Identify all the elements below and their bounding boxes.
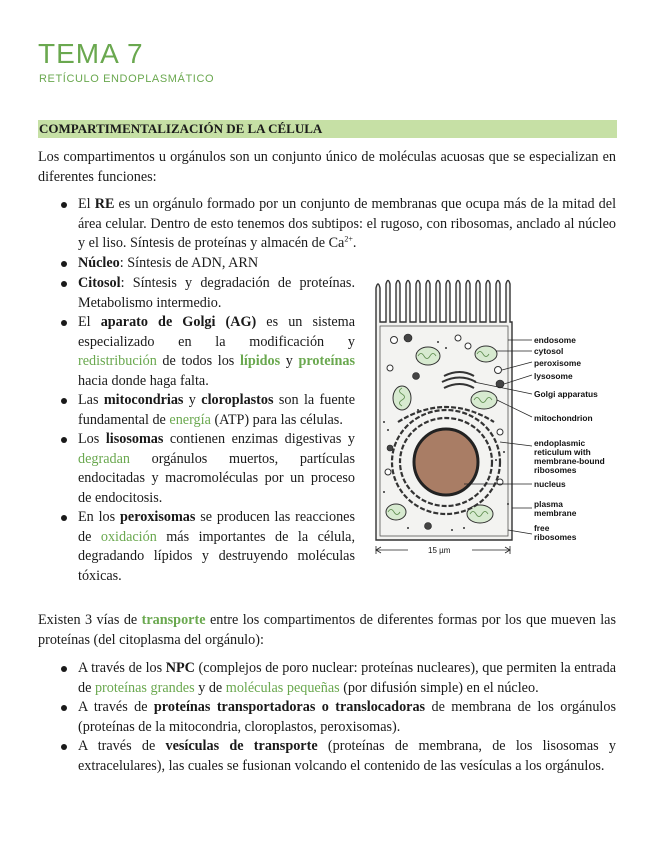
term-vesiculas: vesículas de transporte bbox=[165, 738, 318, 754]
text: más importantes de la célula, degradando lípidos y destruyendo moléculas tóxicas. bbox=[78, 528, 355, 584]
label-peroxisome: peroxisome bbox=[534, 358, 582, 368]
text: es un sistema especializado en la modificación y bbox=[78, 314, 356, 350]
term-citosol: Citosol bbox=[78, 275, 121, 291]
term-cloroplastos: cloroplastos bbox=[201, 392, 274, 408]
term-mitocondrias: mitocondrias bbox=[103, 392, 184, 408]
mitochondrion bbox=[393, 386, 411, 410]
text: (ATP) para las células. bbox=[210, 411, 343, 428]
text: El bbox=[78, 314, 101, 330]
text: se producen las reacciones de bbox=[78, 509, 355, 545]
text: A través de bbox=[78, 699, 154, 715]
text: orgánulos muertos, partículas endocitadas y macromoléculas por un proceso de endocitosis. bbox=[78, 450, 355, 506]
nucleus bbox=[414, 429, 478, 495]
mitochondrion bbox=[386, 504, 406, 520]
text: de todos los bbox=[156, 353, 240, 369]
text: Las bbox=[78, 392, 104, 408]
list-item-mitocondrias bbox=[58, 391, 355, 430]
term-translocadoras: proteínas transportadoras o translocadoras bbox=[153, 699, 426, 715]
label-mitochondrion: mitochondrion bbox=[534, 413, 593, 423]
organelle-list-top bbox=[58, 195, 616, 273]
highlight: energía bbox=[169, 411, 211, 428]
list-item-vesiculas bbox=[58, 737, 616, 776]
highlight: degradan bbox=[78, 450, 130, 467]
page-title: TEMA 7 bbox=[38, 38, 144, 69]
page-subtitle: RETÍCULO ENDOPLASMÁTICO bbox=[39, 73, 215, 85]
term-re: RE bbox=[94, 196, 115, 212]
text: Los bbox=[78, 431, 106, 447]
term-nucleo: Núcleo bbox=[78, 254, 120, 271]
highlight: oxidación bbox=[100, 528, 157, 545]
mitochondrion bbox=[471, 391, 497, 409]
highlight: proteínas grandes bbox=[94, 679, 195, 696]
label-plasma-line1: plasma bbox=[534, 499, 563, 509]
text: hacia donde haga falta. bbox=[78, 372, 209, 389]
list-item-nucleo bbox=[58, 254, 616, 274]
list-item-re bbox=[58, 195, 616, 254]
text: : Síntesis de ADN, ARN bbox=[119, 254, 259, 271]
term-lisosomas: lisosomas bbox=[105, 431, 164, 447]
text: y bbox=[280, 353, 299, 369]
text: El bbox=[78, 196, 95, 212]
section-heading: COMPARTIMENTALIZACIÓN DE LA CÉLULA bbox=[38, 120, 617, 138]
label-er-line4: ribosomes bbox=[534, 465, 577, 475]
label-plasma-line2: membrane bbox=[534, 508, 577, 518]
label-er-line2: reticulum with bbox=[534, 447, 591, 457]
text: A través de los bbox=[78, 660, 166, 676]
label-nucleus: nucleus bbox=[534, 479, 566, 489]
term-peroxisomas: peroxisomas bbox=[120, 509, 196, 525]
term-npc: NPC bbox=[165, 660, 195, 676]
text: (proteínas de membrana, de los lisosomas y extracelulares), las cuales se fusionan volcando el contenido de las vesículas a los orgánulos. bbox=[78, 738, 616, 774]
text: : Síntesis y degradación de proteínas. Metabolismo intermedio. bbox=[78, 275, 355, 311]
term-golgi: aparato de Golgi (AG) bbox=[100, 314, 257, 330]
text: y de bbox=[194, 679, 226, 696]
text: entre los compartimentos de diferentes formas por los que mueven las proteínas (del citoplasma del orgánulo): bbox=[38, 612, 616, 648]
transport-paragraph bbox=[38, 611, 616, 650]
list-item-npc bbox=[58, 659, 616, 698]
highlight: moléculas pequeñas bbox=[225, 679, 340, 696]
list-item-citosol bbox=[58, 274, 355, 313]
mitochondrion bbox=[475, 346, 497, 362]
text: (complejos de poro nuclear: proteínas nucleares), que permiten la entrada de bbox=[78, 660, 616, 696]
cell-diagram bbox=[368, 272, 618, 572]
transport-list bbox=[58, 659, 616, 776]
label-endosome: endosome bbox=[534, 335, 576, 345]
highlight: proteínas bbox=[298, 353, 355, 369]
label-cytosol: cytosol bbox=[534, 346, 564, 356]
label-er-line1: endoplasmic bbox=[534, 438, 586, 448]
highlight: transporte bbox=[141, 612, 206, 628]
text: En los bbox=[78, 509, 120, 525]
text: . bbox=[352, 235, 357, 251]
scale-label: 15 µm bbox=[428, 546, 451, 555]
list-item-translocadoras bbox=[58, 698, 616, 737]
text: A través de bbox=[78, 738, 166, 754]
list-item-golgi bbox=[58, 313, 355, 391]
text: son la fuente fundamental de bbox=[78, 392, 355, 428]
superscript: 2+ bbox=[344, 234, 353, 244]
list-item-lisosomas bbox=[58, 430, 355, 508]
label-er-line3: membrane-bound bbox=[534, 456, 605, 466]
organelle-list-side bbox=[58, 274, 355, 586]
text: y bbox=[183, 392, 202, 408]
text: contienen enzimas digestivas y bbox=[163, 431, 355, 447]
label-golgi: Golgi apparatus bbox=[534, 389, 598, 399]
text: de membrana de los orgánulos (proteínas de la mitocondria, cloroplastos, peroxisomas). bbox=[78, 699, 616, 735]
label-free-line2: ribosomes bbox=[534, 532, 577, 542]
label-free-line1: free bbox=[534, 523, 550, 533]
intro-paragraph: Los compartimentos u orgánulos son un conjunto único de moléculas acuosas que se especializan en diferentes funciones: bbox=[38, 149, 616, 185]
label-lysosome: lysosome bbox=[534, 371, 573, 381]
mitochondrion bbox=[416, 347, 440, 365]
highlight: redistribución bbox=[78, 353, 157, 369]
list-item-peroxisomas bbox=[58, 508, 355, 586]
text: es un orgánulo formado por un conjunto de membranas que ocupa más de la mitad del área celular. Dentro de esto tenemos dos subtipos: el rugoso, con ribosomas, anclado al núcleo y el liso. Síntesis de proteínas y almacén de Ca bbox=[78, 196, 617, 251]
text: (por difusión simple) en el núcleo. bbox=[339, 679, 539, 696]
highlight: lípidos bbox=[239, 353, 281, 369]
text: Existen 3 vías de bbox=[38, 612, 142, 628]
